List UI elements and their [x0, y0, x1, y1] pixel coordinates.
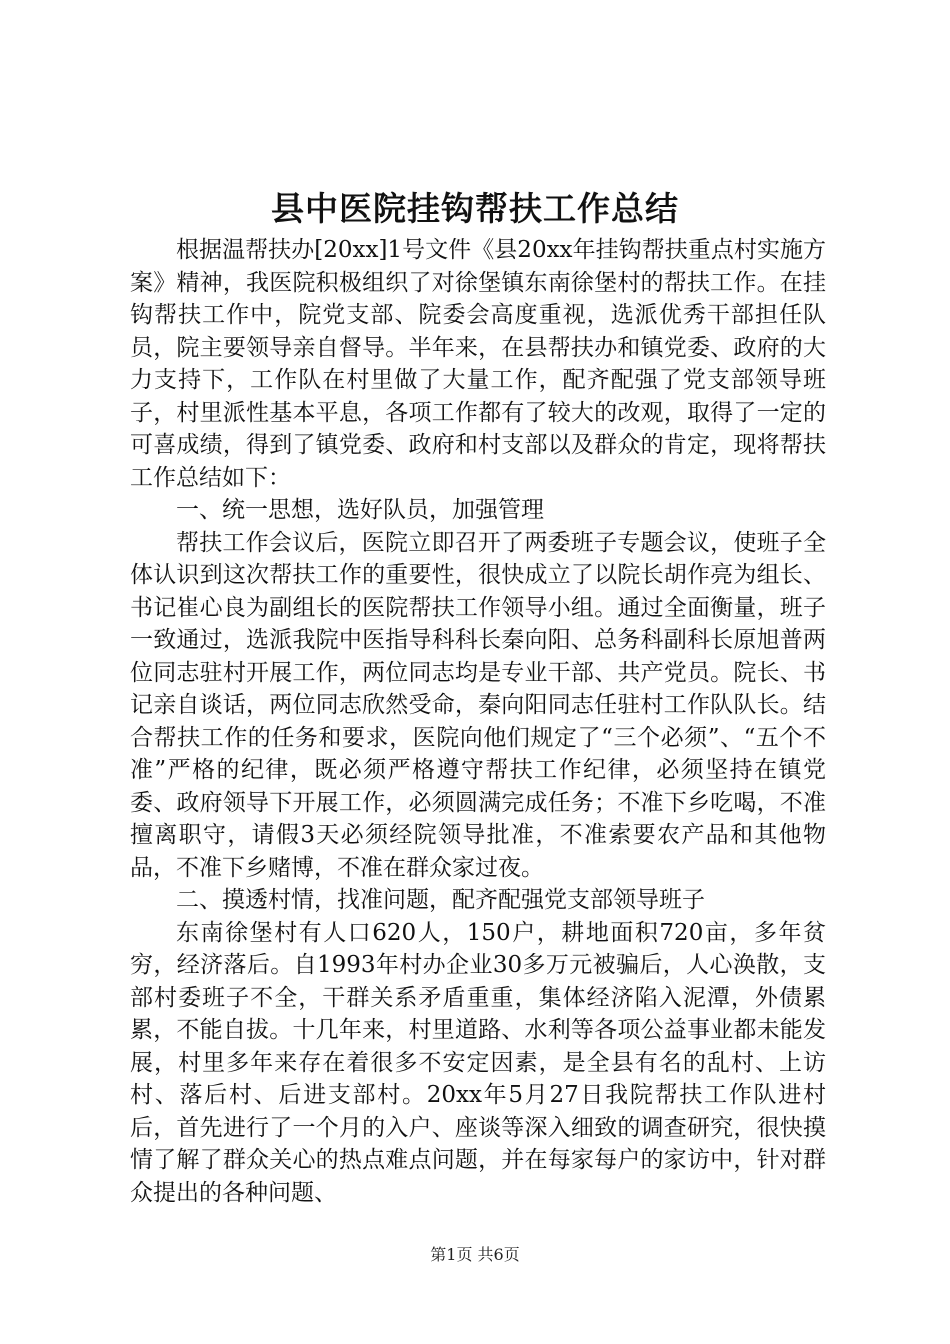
document-body [130, 234, 826, 1209]
intro-paragraph: 根据温帮扶办[20xx]1号文件《县20xx年挂钩帮扶重点村实施方案》精神，我医院积极组织了对徐堡镇东南徐堡村的帮扶工作。在挂钩帮扶工作中，院党支部、院委会高度重视，选派优秀干部担任队员，院主要领导亲自督导。半年来，在县帮扶办和镇党委、政府的大力支持下，工作队在村里做了大量工作，配齐配强了党支部领导班子，村里派性基本平息，各项工作都有了较大的改观，取得了一定的可喜成绩，得到了镇党委、政府和村支部以及群众的肯定，现将帮扶工作总结如下： [130, 237, 826, 491]
section-2-paragraph: 东南徐堡村有人口620人，150户，耕地面积720亩，多年贫穷，经济落后。自1993年村办企业30多万元被骗后，人心涣散，支部村委班子不全，干群关系矛盾重重，集体经济陷入泥潭，外债累累，不能自拔。十几年来，村里道路、水利等各项公益事业都未能发展，村里多年来存在着很多不安定因素，是全县有名的乱村、上访村、落后村、后进支部村。20xx年5月27日我院帮扶工作队进村后，首先进行了一个月的入户、座谈等深入细致的调查研究，很快摸情了解了群众关心的热点难点问题，并在每家每户的家访中，针对群众提出的各种问题、 [130, 919, 826, 1206]
page-number-footer: 第1页 共6页 [430, 1245, 520, 1264]
section-heading-1: 一、统一思想，选好队员，加强管理 [176, 497, 544, 523]
section-1-paragraph: 帮扶工作会议后，医院立即召开了两委班子专题会议，使班子全体认识到这次帮扶工作的重要性，很快成立了以院长胡作亮为组长、书记崔心良为副组长的医院帮扶工作领导小组。通过全面衡量，班子一致通过，选派我院中医指导科科长秦向阳、总务科副科长原旭普两位同志驻村开展工作，两位同志均是专业干部、共产党员。院长、书记亲自谈话，两位同志欣然受命，秦向阳同志任驻村工作队队长。结合帮扶工作的任务和要求，医院向他们规定了“三个必须”、“五个不准”严格的纪律，既必须严格遵守帮扶工作纪律，必须坚持在镇党委、政府领导下开展工作，必须圆满完成任务；不准下乡吃喝，不准擅离职守，请假3天必须经院领导批准，不准索要农产品和其他物品，不准下乡赌博，不准在群众家过夜。 [130, 529, 826, 881]
section-heading-2: 二、摸透村情，找准问题，配齐配强党支部领导班子 [176, 887, 705, 913]
document-title: 县中医院挂钩帮扶工作总结 [271, 189, 679, 228]
